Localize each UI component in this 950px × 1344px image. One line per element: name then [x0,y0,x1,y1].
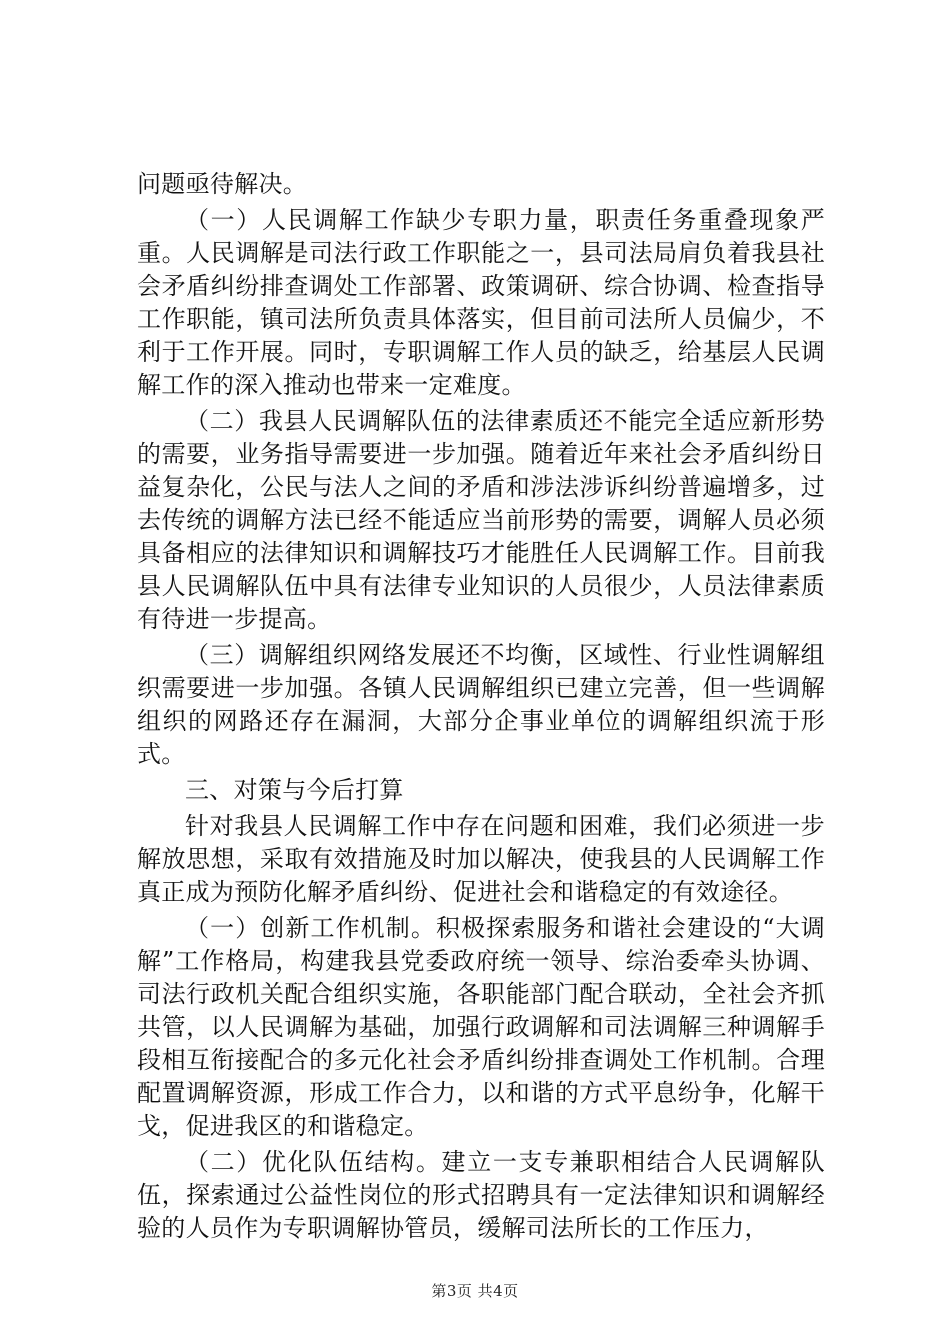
paragraph-2: （二）我县人民调解队伍的法律素质还不能完全适应新形势的需要，业务指导需要进一步加强。随着近年来社会矛盾纠纷日益复杂化，公民与法人之间的矛盾和涉法涉诉纠纷普遍增多，过去传统的调解方法已经不能适应当前形势的需要，调解人员必须具备相应的法律知识和调解技巧才能胜任人民调解工作。目前我县人民调解队伍中具有法律专业知识的人员很少，人员法律素质有待进一步提高。 [137,407,825,633]
paragraph-5: 针对我县人民调解工作中存在问题和困难，我们必须进一步解放思想，采取有效措施及时加以解决，使我县的人民调解工作真正成为预防化解矛盾纠纷、促进社会和谐稳定的有效途径。 [137,812,825,906]
paragraph-7: （二）优化队伍结构。建立一支专兼职相结合人民调解队伍，探索通过公益性岗位的形式招聘具有一定法律知识和调解经验的人员作为专职调解协管员，缓解司法所长的工作压力， [137,1148,825,1242]
document-body [137,168,825,1248]
paragraph-3: （三）调解组织网络发展还不均衡，区域性、行业性调解组织需要进一步加强。各镇人民调解组织已建立完善，但一些调解组织的网路还存在漏洞，大部分企事业单位的调解组织流于形式。 [137,641,825,768]
paragraph-0: 问题亟待解决。 [137,170,308,198]
paragraph-6: （一）创新工作机制。积极探索服务和谐社会建设的“大调解”工作格局，构建我县党委政府统一领导、综治委牵头协调、司法行政机关配合组织实施，各职能部门配合联动，全社会齐抓共管，以人民调解为基础，加强行政调解和司法调解三种调解手段相互衔接配合的多元化社会矛盾纠纷排查调处工作机制。合理配置调解资源，形成工作合力，以和谐的方式平息纷争，化解干戈，促进我区的和谐稳定。 [137,914,825,1140]
paragraph-1: （一）人民调解工作缺少专职力量，职责任务重叠现象严重。人民调解是司法行政工作职能之一，县司法局肩负着我县社会矛盾纠纷排查调处工作部署、政策调研、综合协调、检查指导工作职能，镇司法所负责具体落实，但目前司法所人员偏少，不利于工作开展。同时，专职调解工作人员的缺乏，给基层人民调解工作的深入推动也带来一定难度。 [137,206,825,399]
section-heading: 三、对策与今后打算 [185,776,404,804]
page-number-footer: 第3页 共4页 [431,1282,519,1300]
